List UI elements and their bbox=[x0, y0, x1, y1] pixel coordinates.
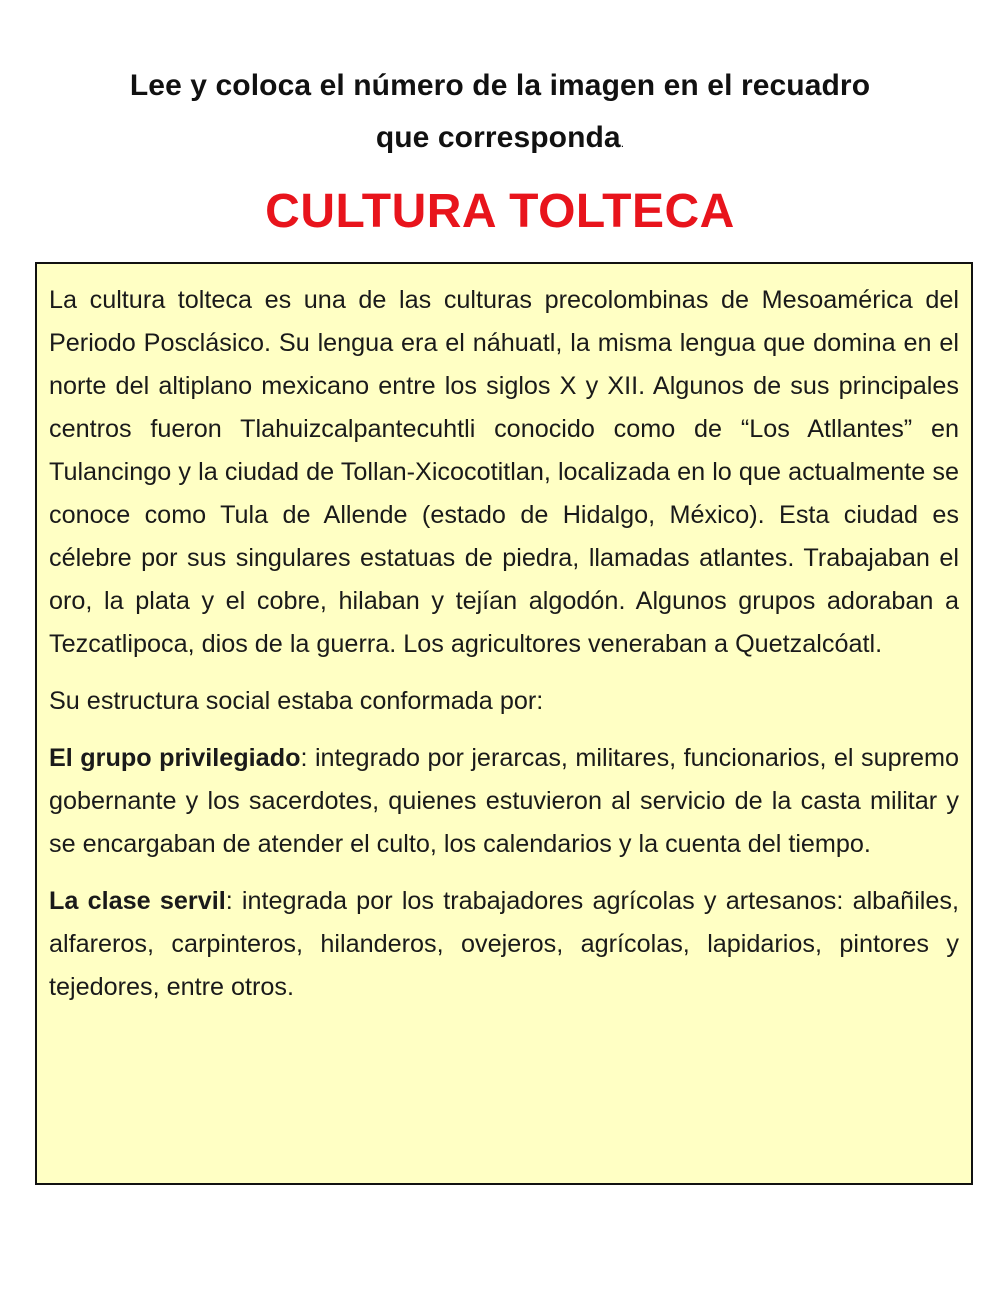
paragraph-social-structure: Su estructura social estaba conformada por: bbox=[49, 687, 544, 715]
paragraph-intro: La cultura tolteca es una de las culturas precolombinas de Mesoamérica del Periodo Posclásico. Su lengua era el náhuatl, la misma lengua que domina en el norte del altiplano mexicano entre los siglos X y XII. Algunos de sus principales centros fueron Tlahuizcalpantecuhtli conocido como de “Los Atllantes” en Tulancingo y la ciudad de Tollan-Xicocotitlan, localizada en lo que actualmente se conoce como Tula de Allende (estado de Hidalgo, México). Esta ciudad es célebre por sus singulares estatuas de piedra, llamadas atlantes. Trabajaban el oro, la plata y el cobre, hilaban y tejían algodón. Algunos grupos adoraban a Tezcatlipoca, dios de la guerra. Los agricultores veneraban a Quetzalcóatl. bbox=[49, 286, 959, 658]
instruction-period: . bbox=[620, 136, 625, 150]
term-servile-class: La clase servil bbox=[49, 887, 226, 915]
paragraph-servile-class bbox=[49, 880, 959, 1009]
text-servile-class: : integrada por los trabajadores agrícolas y artesanos: albañiles, alfareros, carpinteros, hilanderos, ovejeros, agrícolas, lapidarios, pintores y tejedores, entre otros. bbox=[49, 887, 959, 1001]
paragraph-privileged-group bbox=[49, 737, 959, 866]
instruction-line-2 bbox=[60, 112, 940, 169]
instruction-heading bbox=[60, 60, 940, 169]
term-privileged-group: El grupo privilegiado bbox=[49, 744, 301, 772]
instruction-line-1: Lee y coloca el número de la imagen en el recuadro bbox=[129, 69, 871, 102]
page-title: CULTURA TOLTECA bbox=[265, 185, 735, 238]
reading-text-box bbox=[35, 262, 973, 1185]
instruction-line-2-text: que corresponda bbox=[375, 121, 621, 154]
text-privileged-group: : integrado por jerarcas, militares, funcionarios, el supremo gobernante y los sacerdotes, quienes estuvieron al servicio de la casta militar y se encargaban de atender el culto, los calendarios y la cuenta del tiempo. bbox=[49, 744, 960, 858]
